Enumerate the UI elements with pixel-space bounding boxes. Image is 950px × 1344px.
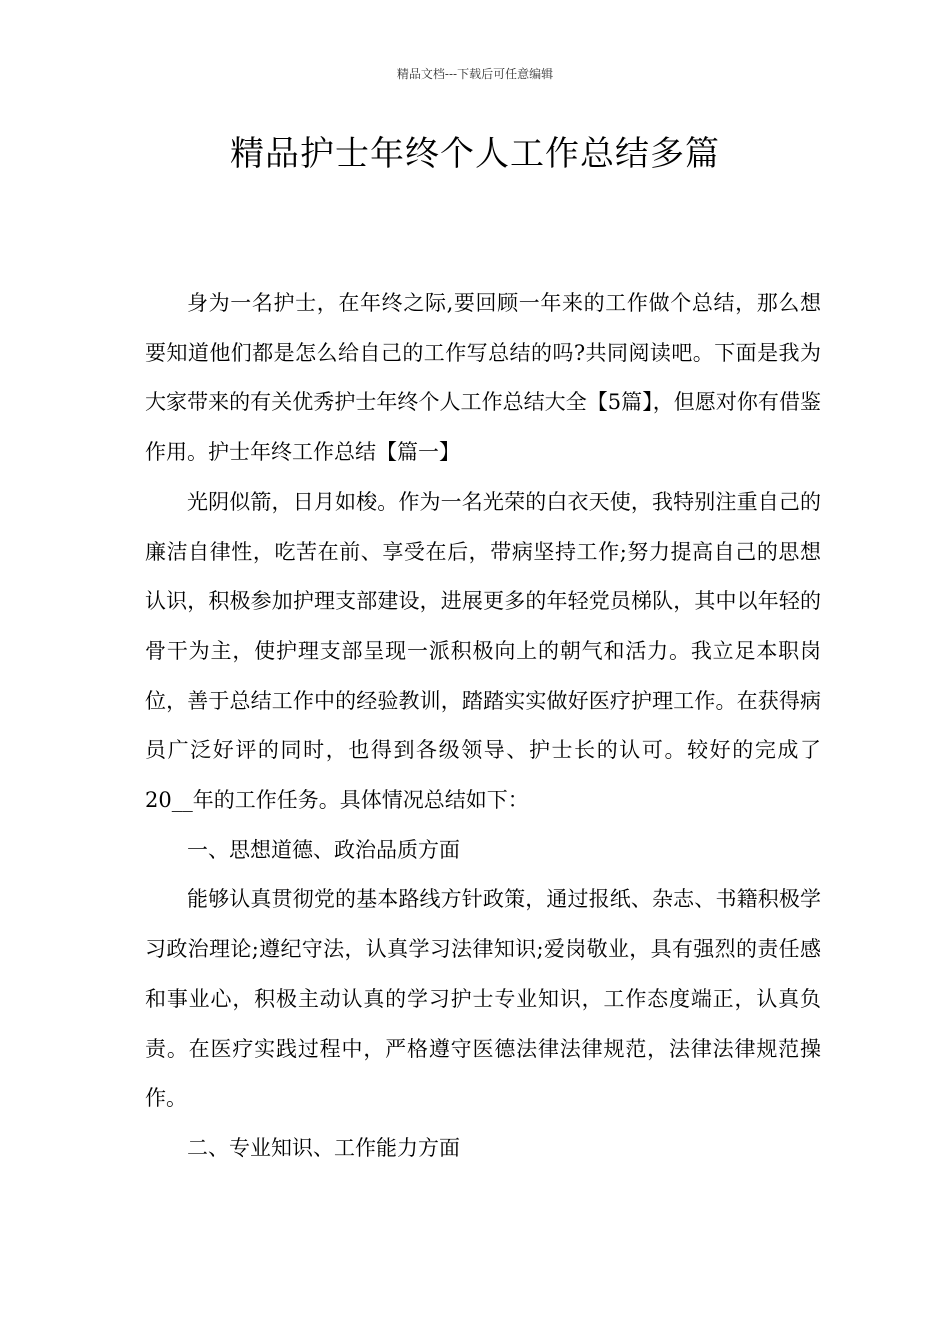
section-heading-2: 二、专业知识、工作能力方面 [187, 1135, 460, 1160]
intro-paragraph: 身为一名护士，在年终之际,要回顾一年来的工作做个总结，那么想要知道他们都是怎么给自己的工作写总结的吗?共同阅读吧。下面是我为大家带来的有关优秀护士年终个人工作总结大全【5篇】，但愿对你有借鉴作用。护士年终工作总结【篇一】 [145, 291, 821, 465]
document-title: 精品护士年终个人工作总结多篇 [230, 134, 720, 174]
body-paragraph: 能够认真贯彻党的基本路线方针政策，通过报纸、杂志、书籍积极学习政治理论;遵纪守法，认真学习法律知识;爱岗敬业，具有强烈的责任感和事业心，积极主动认真的学习护士专业知识，工作态度端正，认真负责。在医疗实践过程中，严格遵守医德法律法律规范，法律法律规范操作。 [145, 887, 821, 1111]
section-heading-1: 一、思想道德、政治品质方面 [187, 837, 460, 862]
document-body [145, 279, 821, 1174]
page-header-note: 精品文档---下载后可任意编辑 [396, 67, 554, 81]
body-paragraph: 光阴似箭，日月如梭。作为一名光荣的白衣天使，我特别注重自己的廉洁自律性，吃苦在前、享受在后，带病坚持工作;努力提高自己的思想认识，积极参加护理支部建设，进展更多的年轻党员梯队，其中以年轻的骨干为主，使护理支部呈现一派积极向上的朝气和活力。我立足本职岗位，善于总结工作中的经验教训，踏踏实实做好医疗护理工作。在获得病员广泛好评的同时，也得到各级领导、护士长的认可。较好的完成了20__年的工作任务。具体情况总结如下： [145, 489, 821, 813]
